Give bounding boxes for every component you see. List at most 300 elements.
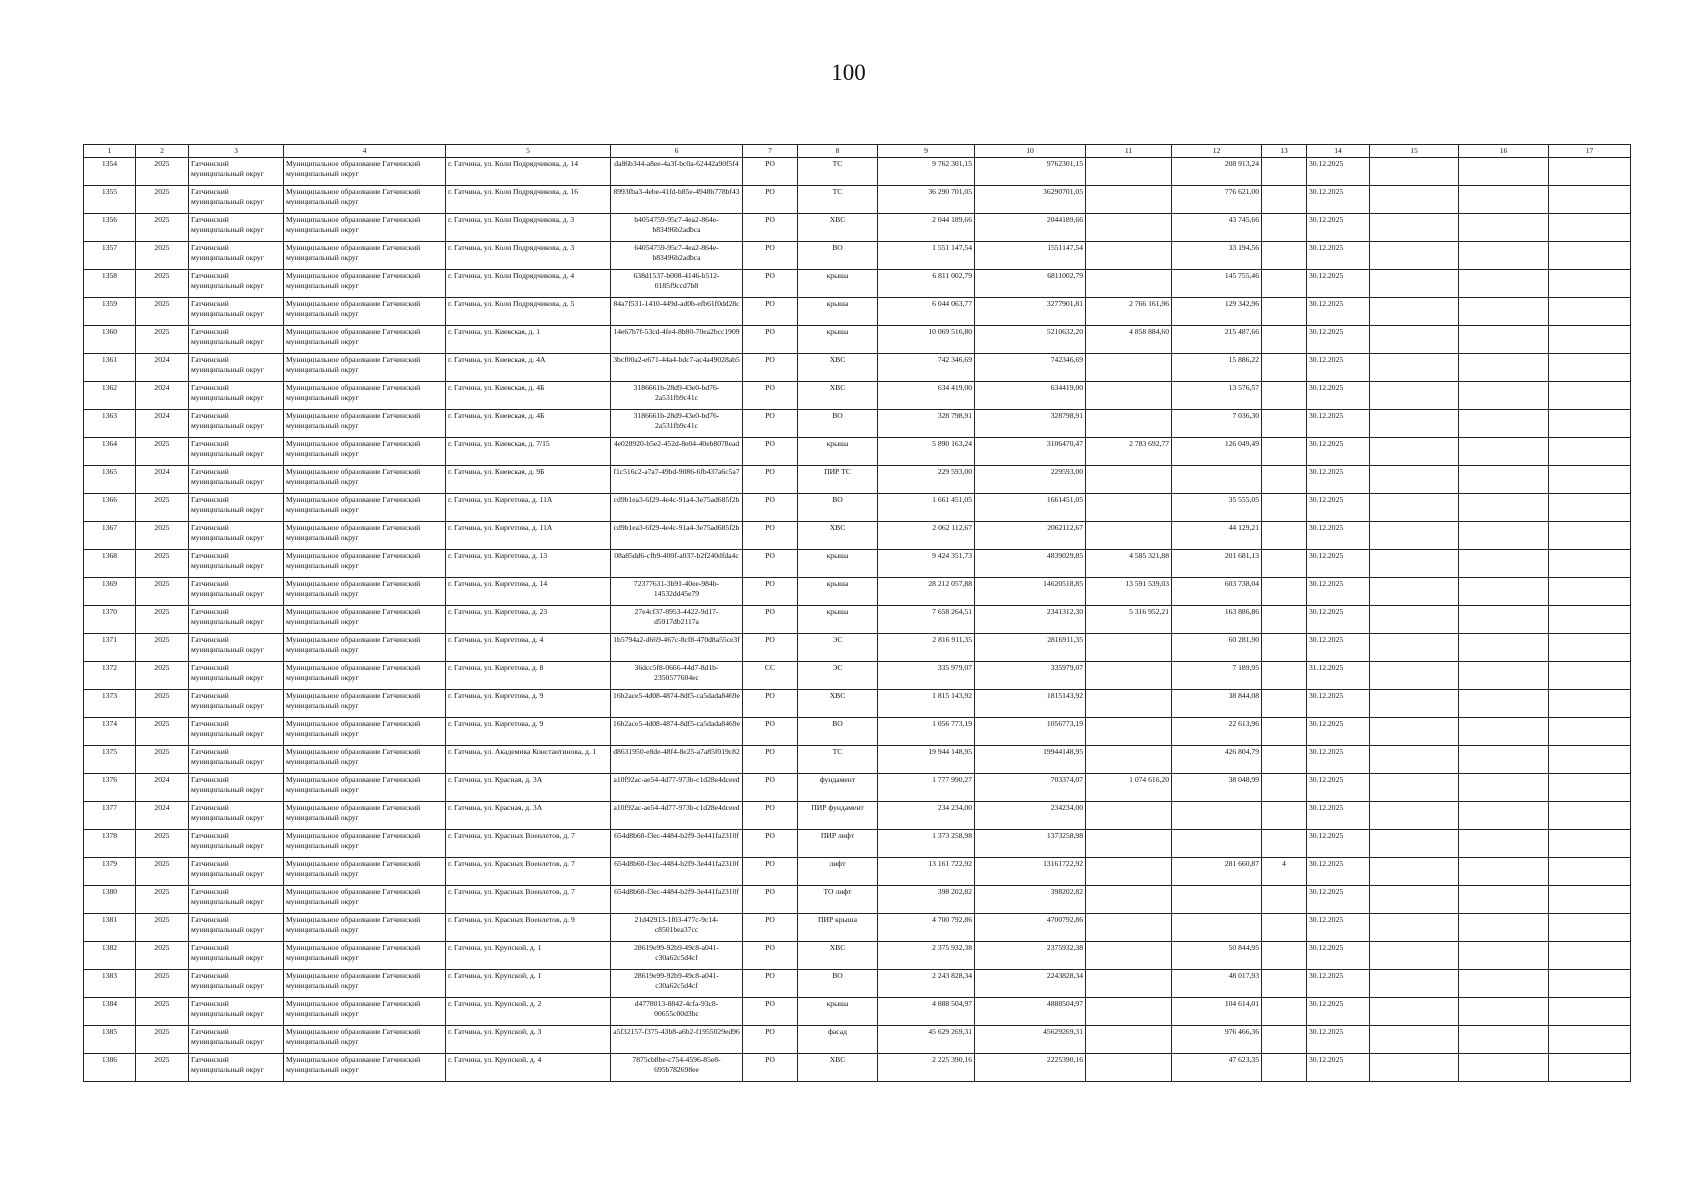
address-cell: г. Гатчина, ул. Красных Военлетов, д. 7: [446, 858, 611, 886]
row-number-cell: 1357: [84, 242, 136, 270]
extra-cell: [1459, 214, 1549, 242]
program-cell: РО: [743, 1026, 798, 1054]
year-cell: 2025: [136, 606, 189, 634]
table-row: [84, 886, 1631, 914]
work-type-cell: ХВС: [798, 214, 878, 242]
extra-cell: [1370, 1026, 1459, 1054]
extra-cell: [1549, 858, 1631, 886]
control-cost-cell: 7 036,30: [1172, 410, 1262, 438]
deadline-cell: 30.12.2025: [1307, 746, 1370, 774]
count-cell: [1262, 802, 1307, 830]
fund-cost-cell: 2044189,66: [975, 214, 1086, 242]
control-cost-cell: 104 614,01: [1172, 998, 1262, 1026]
fund-cost-cell: 742346,69: [975, 354, 1086, 382]
year-cell: 2025: [136, 578, 189, 606]
extra-cell: [1549, 606, 1631, 634]
total-cost-cell: 6 811 002,79: [878, 270, 975, 298]
year-cell: 2025: [136, 690, 189, 718]
house-id-cell: 3bcf00a2-e671-44a4-bdc7-ac4a49028ab5: [611, 354, 743, 382]
year-cell: 2024: [136, 466, 189, 494]
district-cell: Гатчинский муниципальный округ: [189, 186, 284, 214]
house-id-cell: 654d8b60-f3ec-4484-b2f9-3e441fa2310f: [611, 886, 743, 914]
fund-cost-cell: 3106470,47: [975, 438, 1086, 466]
count-cell: [1262, 214, 1307, 242]
address-cell: г. Гатчина, ул. Крупской, д. 4: [446, 1054, 611, 1082]
work-type-cell: ТС: [798, 746, 878, 774]
count-cell: [1262, 1026, 1307, 1054]
municipality-cell: Муниципальное образование Гатчинский муниципальный округ: [284, 270, 446, 298]
extra-cell: [1549, 914, 1631, 942]
count-cell: [1262, 970, 1307, 998]
house-id-cell: 36dcc5f8-0666-44d7-8d1b-2350577604ec: [611, 662, 743, 690]
row-number-cell: 1359: [84, 298, 136, 326]
address-cell: г. Гатчина, ул. Коли Подрядчикова, д. 4: [446, 270, 611, 298]
extra-cell: [1370, 578, 1459, 606]
column-header: 10: [975, 145, 1086, 158]
column-header: 14: [1307, 145, 1370, 158]
program-cell: РО: [743, 774, 798, 802]
extra-cell: [1370, 970, 1459, 998]
extra-cell: [1549, 158, 1631, 186]
deadline-cell: 30.12.2025: [1307, 550, 1370, 578]
program-cell: РО: [743, 382, 798, 410]
extra-cell: [1459, 802, 1549, 830]
count-cell: [1262, 690, 1307, 718]
deadline-cell: 30.12.2025: [1307, 606, 1370, 634]
column-header: 16: [1459, 145, 1549, 158]
extra-cell: [1549, 634, 1631, 662]
house-id-cell: 7875cb8be-c754-4596-85e8-695b782698ee: [611, 1054, 743, 1082]
other-cost-cell: [1086, 942, 1172, 970]
address-cell: г. Гатчина, ул. Киевская, д. 4Б: [446, 410, 611, 438]
row-number-cell: 1384: [84, 998, 136, 1026]
control-cost-cell: 44 129,21: [1172, 522, 1262, 550]
count-cell: [1262, 942, 1307, 970]
column-header: 17: [1549, 145, 1631, 158]
count-cell: [1262, 522, 1307, 550]
count-cell: [1262, 774, 1307, 802]
row-number-cell: 1366: [84, 494, 136, 522]
row-number-cell: 1371: [84, 634, 136, 662]
extra-cell: [1459, 942, 1549, 970]
column-header: 4: [284, 145, 446, 158]
work-type-cell: ТО лифт: [798, 886, 878, 914]
house-id-cell: cd9b1ea3-6f29-4e4c-91a4-3e75ad685f2b: [611, 522, 743, 550]
deadline-cell: 30.12.2025: [1307, 886, 1370, 914]
total-cost-cell: 1 661 451,05: [878, 494, 975, 522]
fund-cost-cell: 1056773,19: [975, 718, 1086, 746]
table-row: [84, 858, 1631, 886]
district-cell: Гатчинский муниципальный округ: [189, 466, 284, 494]
count-cell: [1262, 718, 1307, 746]
year-cell: 2025: [136, 158, 189, 186]
column-header: 12: [1172, 145, 1262, 158]
count-cell: [1262, 326, 1307, 354]
control-cost-cell: 15 886,22: [1172, 354, 1262, 382]
other-cost-cell: [1086, 382, 1172, 410]
year-cell: 2025: [136, 858, 189, 886]
row-number-cell: 1379: [84, 858, 136, 886]
extra-cell: [1370, 858, 1459, 886]
total-cost-cell: 4 700 792,86: [878, 914, 975, 942]
table-row: [84, 578, 1631, 606]
total-cost-cell: 2 816 911,35: [878, 634, 975, 662]
extra-cell: [1549, 942, 1631, 970]
extra-cell: [1549, 270, 1631, 298]
total-cost-cell: 398 202,82: [878, 886, 975, 914]
row-number-cell: 1356: [84, 214, 136, 242]
count-cell: [1262, 382, 1307, 410]
total-cost-cell: 28 212 057,88: [878, 578, 975, 606]
year-cell: 2025: [136, 298, 189, 326]
column-header: 6: [611, 145, 743, 158]
total-cost-cell: 634 419,00: [878, 382, 975, 410]
extra-cell: [1549, 998, 1631, 1026]
deadline-cell: 30.12.2025: [1307, 1026, 1370, 1054]
extra-cell: [1549, 718, 1631, 746]
control-cost-cell: 35 555,05: [1172, 494, 1262, 522]
program-cell: РО: [743, 830, 798, 858]
district-cell: Гатчинский муниципальный округ: [189, 242, 284, 270]
fund-cost-cell: 6811002,79: [975, 270, 1086, 298]
control-cost-cell: [1172, 802, 1262, 830]
fund-cost-cell: 398202,82: [975, 886, 1086, 914]
municipality-cell: Муниципальное образование Гатчинский муниципальный округ: [284, 410, 446, 438]
year-cell: 2024: [136, 382, 189, 410]
column-header: 11: [1086, 145, 1172, 158]
address-cell: г. Гатчина, ул. Красная, д. 3А: [446, 802, 611, 830]
work-type-cell: ХВС: [798, 382, 878, 410]
other-cost-cell: 4 858 884,60: [1086, 326, 1172, 354]
program-cell: РО: [743, 578, 798, 606]
other-cost-cell: [1086, 410, 1172, 438]
municipality-cell: Муниципальное образование Гатчинский муниципальный округ: [284, 970, 446, 998]
total-cost-cell: 234 234,00: [878, 802, 975, 830]
table-row: [84, 1026, 1631, 1054]
work-type-cell: крыша: [798, 606, 878, 634]
work-type-cell: ТС: [798, 186, 878, 214]
address-cell: г. Гатчина, ул. Киргетова, д. 11А: [446, 522, 611, 550]
row-number-cell: 1375: [84, 746, 136, 774]
fund-cost-cell: 703374,07: [975, 774, 1086, 802]
municipality-cell: Муниципальное образование Гатчинский муниципальный округ: [284, 214, 446, 242]
house-id-cell: 64054759-95c7-4ea2-864e-b83496b2adbca: [611, 242, 743, 270]
extra-cell: [1459, 550, 1549, 578]
fund-cost-cell: 4839029,85: [975, 550, 1086, 578]
municipality-cell: Муниципальное образование Гатчинский муниципальный округ: [284, 718, 446, 746]
total-cost-cell: 9 424 351,73: [878, 550, 975, 578]
extra-cell: [1549, 354, 1631, 382]
municipality-cell: Муниципальное образование Гатчинский муниципальный округ: [284, 634, 446, 662]
total-cost-cell: 2 375 932,38: [878, 942, 975, 970]
table-row: [84, 830, 1631, 858]
address-cell: г. Гатчина, ул. Коли Подрядчикова, д. 3: [446, 242, 611, 270]
district-cell: Гатчинский муниципальный округ: [189, 270, 284, 298]
district-cell: Гатчинский муниципальный округ: [189, 494, 284, 522]
deadline-cell: 30.12.2025: [1307, 158, 1370, 186]
fund-cost-cell: 9762301,15: [975, 158, 1086, 186]
extra-cell: [1370, 802, 1459, 830]
work-type-cell: ВО: [798, 242, 878, 270]
other-cost-cell: [1086, 718, 1172, 746]
total-cost-cell: 5 890 163,24: [878, 438, 975, 466]
municipality-cell: Муниципальное образование Гатчинский муниципальный округ: [284, 298, 446, 326]
house-id-cell: 654d8b60-f3ec-4484-b2f9-3e441fa2310f: [611, 858, 743, 886]
extra-cell: [1549, 970, 1631, 998]
extra-cell: [1370, 270, 1459, 298]
address-cell: г. Гатчина, ул. Красных Военлетов, д. 7: [446, 886, 611, 914]
fund-cost-cell: 335979,07: [975, 662, 1086, 690]
year-cell: 2025: [136, 970, 189, 998]
municipality-cell: Муниципальное образование Гатчинский муниципальный округ: [284, 830, 446, 858]
control-cost-cell: 22 613,96: [1172, 718, 1262, 746]
total-cost-cell: 1 777 990,27: [878, 774, 975, 802]
table-row: [84, 942, 1631, 970]
program-cell: СС: [743, 662, 798, 690]
extra-cell: [1459, 634, 1549, 662]
work-type-cell: ВО: [798, 970, 878, 998]
house-id-cell: cd9b1ea3-6f29-4e4c-91a4-3e75ad685f2b: [611, 494, 743, 522]
address-cell: г. Гатчина, ул. Коли Подрядчикова, д. 16: [446, 186, 611, 214]
extra-cell: [1370, 634, 1459, 662]
control-cost-cell: 426 804,79: [1172, 746, 1262, 774]
control-cost-cell: 129 342,96: [1172, 298, 1262, 326]
control-cost-cell: [1172, 466, 1262, 494]
deadline-cell: 30.12.2025: [1307, 494, 1370, 522]
count-cell: [1262, 354, 1307, 382]
total-cost-cell: 229 593,00: [878, 466, 975, 494]
work-type-cell: ЭС: [798, 662, 878, 690]
registry-table: [83, 144, 1631, 1082]
control-cost-cell: 976 466,36: [1172, 1026, 1262, 1054]
house-id-cell: a5f32157-f375-43b8-a6b2-f1955029ed96: [611, 1026, 743, 1054]
other-cost-cell: [1086, 858, 1172, 886]
count-cell: [1262, 662, 1307, 690]
row-number-cell: 1372: [84, 662, 136, 690]
other-cost-cell: [1086, 662, 1172, 690]
count-cell: [1262, 298, 1307, 326]
row-number-cell: 1361: [84, 354, 136, 382]
municipality-cell: Муниципальное образование Гатчинский муниципальный округ: [284, 326, 446, 354]
house-id-cell: 3186661b-28d9-43e0-bd76-2a531fb9c41c: [611, 382, 743, 410]
address-cell: г. Гатчина, ул. Коли Подрядчикова, д. 14: [446, 158, 611, 186]
district-cell: Гатчинский муниципальный округ: [189, 410, 284, 438]
other-cost-cell: 5 316 952,21: [1086, 606, 1172, 634]
municipality-cell: Муниципальное образование Гатчинский муниципальный округ: [284, 186, 446, 214]
extra-cell: [1459, 970, 1549, 998]
program-cell: РО: [743, 802, 798, 830]
row-number-cell: 1385: [84, 1026, 136, 1054]
house-id-cell: d4778013-8842-4cfa-93c8-00655c00d3bc: [611, 998, 743, 1026]
control-cost-cell: 50 844,95: [1172, 942, 1262, 970]
deadline-cell: 30.12.2025: [1307, 802, 1370, 830]
extra-cell: [1549, 494, 1631, 522]
extra-cell: [1370, 690, 1459, 718]
municipality-cell: Муниципальное образование Гатчинский муниципальный округ: [284, 774, 446, 802]
column-header: 13: [1262, 145, 1307, 158]
other-cost-cell: [1086, 914, 1172, 942]
fund-cost-cell: 36290701,05: [975, 186, 1086, 214]
year-cell: 2025: [136, 550, 189, 578]
deadline-cell: 30.12.2025: [1307, 830, 1370, 858]
work-type-cell: ХВС: [798, 1054, 878, 1082]
count-cell: [1262, 158, 1307, 186]
fund-cost-cell: 1661451,05: [975, 494, 1086, 522]
extra-cell: [1549, 186, 1631, 214]
fund-cost-cell: 328798,91: [975, 410, 1086, 438]
extra-cell: [1549, 802, 1631, 830]
table-row: [84, 774, 1631, 802]
district-cell: Гатчинский муниципальный округ: [189, 214, 284, 242]
extra-cell: [1459, 1026, 1549, 1054]
extra-cell: [1549, 326, 1631, 354]
extra-cell: [1370, 158, 1459, 186]
row-number-cell: 1367: [84, 522, 136, 550]
column-header: 8: [798, 145, 878, 158]
total-cost-cell: 1 815 143,92: [878, 690, 975, 718]
house-id-cell: 21d42913-1f03-477c-9c14-c8501bea37cc: [611, 914, 743, 942]
extra-cell: [1459, 242, 1549, 270]
control-cost-cell: 7 189,95: [1172, 662, 1262, 690]
work-type-cell: крыша: [798, 270, 878, 298]
extra-cell: [1459, 746, 1549, 774]
work-type-cell: ТС: [798, 158, 878, 186]
district-cell: Гатчинский муниципальный округ: [189, 298, 284, 326]
municipality-cell: Муниципальное образование Гатчинский муниципальный округ: [284, 1026, 446, 1054]
extra-cell: [1549, 550, 1631, 578]
table-row: [84, 298, 1631, 326]
table-row: [84, 606, 1631, 634]
column-header: 3: [189, 145, 284, 158]
fund-cost-cell: 634419,00: [975, 382, 1086, 410]
fund-cost-cell: 2243828,34: [975, 970, 1086, 998]
work-type-cell: крыша: [798, 438, 878, 466]
row-number-cell: 1360: [84, 326, 136, 354]
address-cell: г. Гатчина, ул. Киевская, д. 7/15: [446, 438, 611, 466]
fund-cost-cell: 19944148,95: [975, 746, 1086, 774]
table-row: [84, 438, 1631, 466]
table-row: [84, 354, 1631, 382]
row-number-cell: 1382: [84, 942, 136, 970]
program-cell: РО: [743, 186, 798, 214]
district-cell: Гатчинский муниципальный округ: [189, 662, 284, 690]
municipality-cell: Муниципальное образование Гатчинский муниципальный округ: [284, 746, 446, 774]
extra-cell: [1459, 326, 1549, 354]
municipality-cell: Муниципальное образование Гатчинский муниципальный округ: [284, 158, 446, 186]
house-id-cell: 16b2ace5-4d08-4874-8df5-ca5dada8469e: [611, 718, 743, 746]
fund-cost-cell: 3277901,81: [975, 298, 1086, 326]
extra-cell: [1549, 298, 1631, 326]
extra-cell: [1549, 662, 1631, 690]
house-id-cell: a10f92ac-ae54-4d77-973b-c1d28e4dceed: [611, 774, 743, 802]
table-row: [84, 186, 1631, 214]
control-cost-cell: 43 745,66: [1172, 214, 1262, 242]
municipality-cell: Муниципальное образование Гатчинский муниципальный округ: [284, 382, 446, 410]
other-cost-cell: [1086, 522, 1172, 550]
district-cell: Гатчинский муниципальный округ: [189, 382, 284, 410]
table-row: [84, 270, 1631, 298]
year-cell: 2025: [136, 886, 189, 914]
year-cell: 2025: [136, 998, 189, 1026]
house-id-cell: b4054759-95c7-4ea2-864e-b83496b2adbca: [611, 214, 743, 242]
extra-cell: [1459, 886, 1549, 914]
control-cost-cell: [1172, 914, 1262, 942]
fund-cost-cell: 13161722,92: [975, 858, 1086, 886]
program-cell: РО: [743, 326, 798, 354]
program-cell: РО: [743, 998, 798, 1026]
deadline-cell: 30.12.2025: [1307, 718, 1370, 746]
total-cost-cell: 1 551 147,54: [878, 242, 975, 270]
work-type-cell: лифт: [798, 858, 878, 886]
year-cell: 2025: [136, 326, 189, 354]
row-number-cell: 1373: [84, 690, 136, 718]
work-type-cell: ХВС: [798, 522, 878, 550]
total-cost-cell: 2 225 390,16: [878, 1054, 975, 1082]
year-cell: 2025: [136, 662, 189, 690]
deadline-cell: 30.12.2025: [1307, 858, 1370, 886]
district-cell: Гатчинский муниципальный округ: [189, 1026, 284, 1054]
table-row: [84, 382, 1631, 410]
year-cell: 2025: [136, 214, 189, 242]
fund-cost-cell: 1815143,92: [975, 690, 1086, 718]
municipality-cell: Муниципальное образование Гатчинский муниципальный округ: [284, 942, 446, 970]
fund-cost-cell: 5210632,20: [975, 326, 1086, 354]
extra-cell: [1459, 410, 1549, 438]
table-row: [84, 998, 1631, 1026]
table-row: [84, 970, 1631, 998]
row-number-cell: 1362: [84, 382, 136, 410]
count-cell: [1262, 550, 1307, 578]
house-id-cell: d8631950-e8de-48f4-8e25-a7a85f019c82: [611, 746, 743, 774]
table-row: [84, 690, 1631, 718]
row-number-cell: 1354: [84, 158, 136, 186]
extra-cell: [1370, 298, 1459, 326]
extra-cell: [1459, 718, 1549, 746]
district-cell: Гатчинский муниципальный округ: [189, 438, 284, 466]
deadline-cell: 30.12.2025: [1307, 634, 1370, 662]
table-row: [84, 914, 1631, 942]
address-cell: г. Гатчина, ул. Красных Военлетов, д. 7: [446, 830, 611, 858]
district-cell: Гатчинский муниципальный округ: [189, 858, 284, 886]
program-cell: РО: [743, 158, 798, 186]
total-cost-cell: 742 346,69: [878, 354, 975, 382]
other-cost-cell: [1086, 886, 1172, 914]
district-cell: Гатчинский муниципальный округ: [189, 886, 284, 914]
address-cell: г. Гатчина, ул. Киргетова, д. 4: [446, 634, 611, 662]
district-cell: Гатчинский муниципальный округ: [189, 606, 284, 634]
control-cost-cell: 38 844,08: [1172, 690, 1262, 718]
address-cell: г. Гатчина, ул. Академика Константинова, д. 1: [446, 746, 611, 774]
year-cell: 2025: [136, 914, 189, 942]
count-cell: [1262, 186, 1307, 214]
other-cost-cell: [1086, 494, 1172, 522]
municipality-cell: Муниципальное образование Гатчинский муниципальный округ: [284, 438, 446, 466]
total-cost-cell: 45 629 269,31: [878, 1026, 975, 1054]
total-cost-cell: 7 658 264,51: [878, 606, 975, 634]
year-cell: 2025: [136, 1026, 189, 1054]
district-cell: Гатчинский муниципальный округ: [189, 690, 284, 718]
district-cell: Гатчинский муниципальный округ: [189, 802, 284, 830]
other-cost-cell: 4 585 321,88: [1086, 550, 1172, 578]
program-cell: РО: [743, 242, 798, 270]
count-cell: [1262, 606, 1307, 634]
work-type-cell: ПИР крыша: [798, 914, 878, 942]
municipality-cell: Муниципальное образование Гатчинский муниципальный округ: [284, 578, 446, 606]
control-cost-cell: [1172, 886, 1262, 914]
other-cost-cell: [1086, 242, 1172, 270]
deadline-cell: 30.12.2025: [1307, 522, 1370, 550]
fund-cost-cell: 2062112,67: [975, 522, 1086, 550]
